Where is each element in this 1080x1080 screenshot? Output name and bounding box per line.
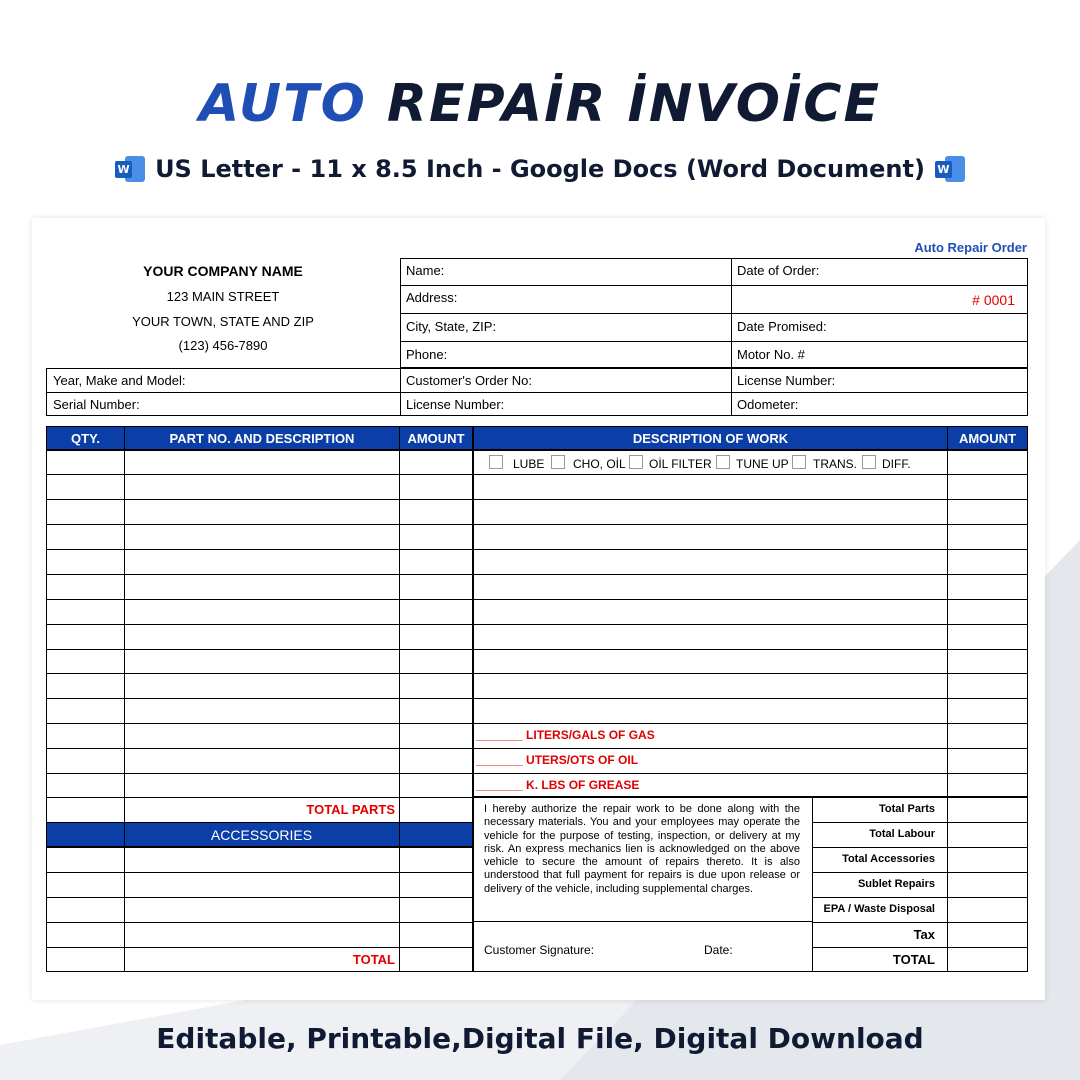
address-field[interactable]: Address: [406,290,458,305]
tune-up-checkbox[interactable] [716,455,730,469]
amount-header-right: AMOUNT [947,426,1028,450]
page-subtitle [0,155,1080,183]
subtitle-text: US Letter - 11 x 8.5 Inch - Google Docs (Word Document) [155,155,925,183]
tax-summary: Tax [913,927,935,942]
grease-line[interactable]: _______ K. LBS OF GREASE [476,778,640,792]
company-street: 123 MAIN STREET [166,289,280,304]
epa-waste-summary: EPA / Waste Disposal [823,903,935,915]
title-rest: REPAİR İNVOİCE [386,74,881,134]
work-option-label: OİL FILTER [649,457,712,471]
accessories-label: ACCESSORIES [210,827,313,843]
title-accent: AUTO [199,74,367,134]
odometer-field[interactable]: Odometer: [737,397,799,412]
work-option-label: TUNE UP [736,457,789,471]
lube-checkbox[interactable] [489,455,503,469]
work-option-label: CHO, OİL [573,457,626,471]
work-option-label: DIFF. [882,457,911,471]
grand-total-summary: TOTAL [892,952,935,967]
total-parts-label: TOTAL PARTS [306,802,395,817]
part-header: PART NO. AND DESCRIPTION [124,426,400,450]
word-document-icon: W [115,156,145,182]
authorization-text: I hereby authorize the repair work to be done along with the necessary materials. You and your employees may operate the vehicle for the purpose of testing, inspection, or delivery at my risk. An express mechanics lien is acknowledged on the above vehicle to secure the amount of repairs thereto. It is also understood that full payment for repairs is due upon release or delivery of the vehicle, including supplemental charges. [484,803,800,895]
differential-checkbox[interactable] [862,455,876,469]
total-labour-summary: Total Labour [869,828,935,840]
parts-table [46,450,473,972]
work-header: DESCRIPTION OF WORK [473,426,948,450]
invoice-document [32,218,1045,1000]
license-number-field[interactable]: License Number: [737,373,836,388]
work-option-label: LUBE [513,457,545,471]
date-of-order-field[interactable]: Date of Order: [737,263,820,278]
license-number-field[interactable]: License Number: [406,397,505,412]
company-phone: (123) 456-7890 [178,338,268,353]
page-title [0,74,1080,134]
name-field[interactable]: Name: [406,263,445,278]
oil-filter-checkbox[interactable] [629,455,643,469]
total-label: TOTAL [352,952,395,967]
phone-field[interactable]: Phone: [406,347,448,362]
signature-date-field[interactable]: Date: [704,943,733,957]
gas-line[interactable]: _______ LITERS/GALS OF GAS [476,728,655,742]
customer-signature-field[interactable]: Customer Signature: [484,943,595,957]
transmission-checkbox[interactable] [792,455,806,469]
serial-number-field[interactable]: Serial Number: [53,397,140,412]
date-promised-field[interactable]: Date Promised: [737,319,827,334]
company-name: YOUR COMPANY NAME [143,263,303,279]
customer-order-no-field[interactable]: Customer's Order No: [406,373,533,388]
total-accessories-summary: Total Accessories [842,853,935,865]
footer-tagline: Editable, Printable,Digital File, Digital Download [156,1022,924,1055]
sublet-repairs-summary: Sublet Repairs [857,878,935,890]
company-town: YOUR TOWN, STATE AND ZIP [132,314,314,329]
year-make-model-field[interactable]: Year, Make and Model: [53,373,186,388]
change-oil-checkbox[interactable] [551,455,565,469]
total-parts-summary: Total Parts [878,803,935,815]
amount-header-left: AMOUNT [399,426,473,450]
word-document-icon: W [935,156,965,182]
motor-no-field[interactable]: Motor No. # [737,347,805,362]
qty-header: QTY. [46,426,125,450]
doc-type-label: Auto Repair Order [914,240,1027,255]
oil-line[interactable]: _______ UTERS/OTS OF OIL [476,753,639,767]
city-state-zip-field[interactable]: City, State, ZIP: [406,319,497,334]
work-option-label: TRANS. [813,457,858,471]
invoice-number: # 0001 [972,292,1015,308]
